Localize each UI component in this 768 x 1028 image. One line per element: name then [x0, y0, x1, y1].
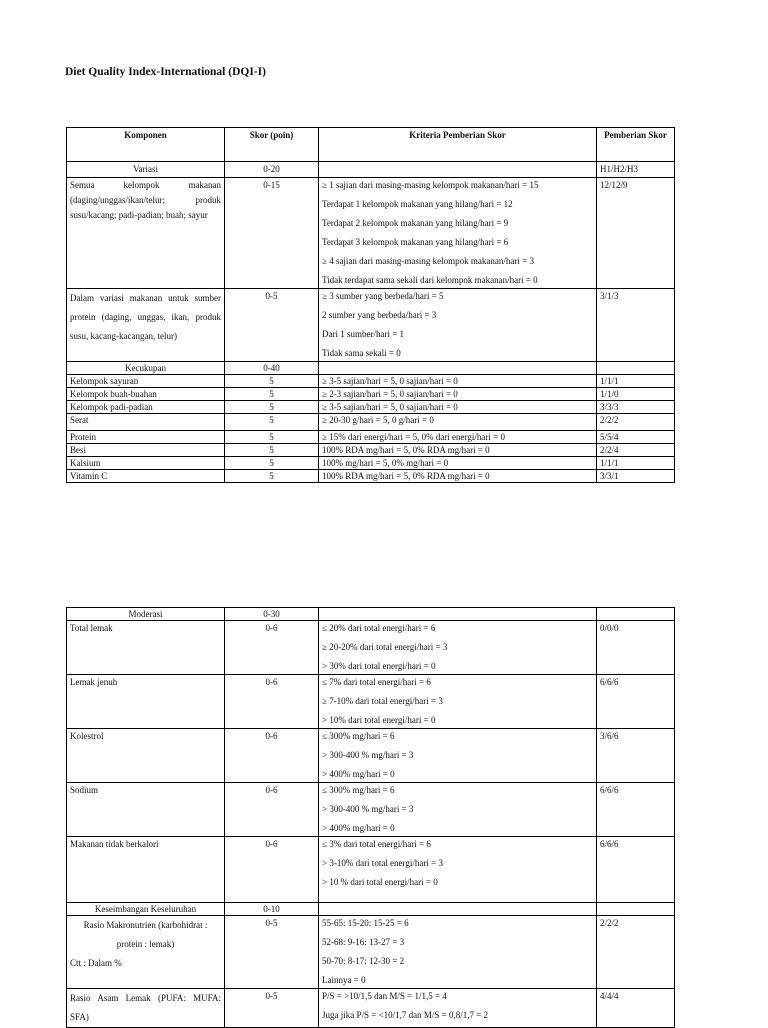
komponen-cell: Semua kelompok makanan (daging/unggas/ikan/telur; produk susu/kacang; padi-padian; buah; sayur — [67, 178, 225, 289]
table-row — [67, 444, 675, 457]
kriteria-cell: 100% RDA mg/hari = 5, 0% RDA mg/hari = 0 — [319, 470, 597, 483]
kriteria-line: ≥ 20-20% dari total energi/hari = 3 — [322, 642, 448, 652]
pemberian-cell: 5/5/4 — [597, 431, 675, 444]
kriteria-line: Terdapat 1 kelompok makanan yang hilang/hari = 12 — [322, 199, 513, 209]
table-row — [67, 178, 675, 289]
komponen-cell: Sodium — [67, 783, 225, 837]
empty-cell — [597, 903, 675, 916]
kriteria-line: ≤ 300% mg/hari = 6 — [322, 785, 395, 795]
komponen-note: Ctt : Dalam % — [70, 958, 122, 968]
skor-cell: 0-6 — [225, 621, 319, 675]
table-row — [67, 401, 675, 414]
komponen-cell: Kolestrol — [67, 729, 225, 783]
kriteria-cell — [319, 289, 597, 362]
section-label: Moderasi — [67, 608, 225, 621]
kriteria-cell: ≥ 15% dari energi/hari = 5, 0% dari energi/hari = 0 — [319, 431, 597, 444]
komponen-cell: Kelompok sayuran — [67, 375, 225, 388]
table-row — [67, 375, 675, 388]
table-row — [67, 414, 675, 431]
table-row — [67, 431, 675, 444]
kriteria-cell — [319, 989, 597, 1028]
skor-cell: 5 — [225, 414, 319, 431]
kriteria-cell: ≥ 2-3 sajian/hari = 5, 0 sajian/hari = 0 — [319, 388, 597, 401]
pemberian-cell: 3/3/1 — [597, 470, 675, 483]
kriteria-line: ≥ 3 sumber yang berbeda/hari = 5 — [322, 291, 444, 301]
kriteria-line: > 30% dari total energi/hari = 0 — [322, 661, 436, 671]
skor-cell: 0-5 — [225, 989, 319, 1028]
skor-cell: 0-5 — [225, 289, 319, 362]
section-row-moderasi — [67, 608, 675, 621]
kriteria-line: > 3-10% dari total energi/hari = 3 — [322, 858, 443, 868]
pemberian-cell: 6/6/6 — [597, 783, 675, 837]
komponen-cell: Besi — [67, 444, 225, 457]
kriteria-line: ≥ 7-10% dari total energi/hari = 3 — [322, 696, 443, 706]
kriteria-cell — [319, 837, 597, 903]
kriteria-line: ≥ 4 sajian dari masing-masing kelompok makanan/hari = 3 — [322, 256, 534, 266]
skor-cell: 5 — [225, 388, 319, 401]
empty-cell — [319, 903, 597, 916]
pemberian-cell: 4/4/4 — [597, 989, 675, 1028]
header-pemberian: Pemberian Skor — [597, 128, 675, 162]
kriteria-line: ≥ 1 sajian dari masing-masing kelompok makanan/hari = 15 — [322, 180, 539, 190]
kriteria-line: Tidak sama sekali = 0 — [322, 348, 401, 358]
kriteria-cell: 100% RDA mg/hari = 5, 0% RDA mg/hari = 0 — [319, 444, 597, 457]
kriteria-line: ≤ 20% dari total energi/hari = 6 — [322, 623, 436, 633]
kriteria-line: 50-70: 8-17: 12-30 = 2 — [322, 956, 405, 966]
komponen-text: Rasio Makronutrien (karbohidrat : protein : lemak) — [83, 920, 208, 949]
empty-cell — [597, 608, 675, 621]
section-score: 0-40 — [225, 362, 319, 375]
kriteria-cell: ≥ 3-5 sajian/hari = 5, 0 sajian/hari = 0 — [319, 375, 597, 388]
pemberian-cell: 3/3/3 — [597, 401, 675, 414]
table-row — [67, 675, 675, 729]
kriteria-line: > 10% dari total energi/hari = 0 — [322, 715, 436, 725]
komponen-cell — [67, 916, 225, 989]
table-row — [67, 470, 675, 483]
kriteria-line: Lainnya = 0 — [322, 975, 366, 985]
table-row — [67, 621, 675, 675]
section-label: Keseimbangan Keseluruhan — [67, 903, 225, 916]
kriteria-line: 55-65: 15-20: 15-25 = 6 — [322, 918, 409, 928]
pemberian-cell: 12/12/9 — [597, 178, 675, 289]
section-score: 0-20 — [225, 162, 319, 178]
pemberian-cell: 6/6/6 — [597, 837, 675, 903]
kriteria-cell: ≥ 3-5 sajian/hari = 5, 0 sajian/hari = 0 — [319, 401, 597, 414]
empty-cell — [319, 608, 597, 621]
section-label: Kecukupan — [67, 362, 225, 375]
empty-cell — [597, 362, 675, 375]
komponen-cell: Lemak jenuh — [67, 675, 225, 729]
komponen-cell: Dalam variasi makanan untuk sumber protein (daging, unggas, ikan, produk susu, kacang-kacangan, telur) — [67, 289, 225, 362]
kriteria-line: P/S = >10/1,5 dan M/S = 1/1,5 = 4 — [322, 991, 447, 1001]
section-pemberian: H1/H2/H3 — [597, 162, 675, 178]
section-score: 0-30 — [225, 608, 319, 621]
table-row — [67, 989, 675, 1028]
komponen-cell: Serat — [67, 414, 225, 431]
section-row-keseimbangan — [67, 903, 675, 916]
header-komponen: Komponen — [67, 128, 225, 162]
kriteria-line: ≤ 300% mg/hari = 6 — [322, 731, 395, 741]
kriteria-line: Tidak terdapat sama sekali dari kelompok makanan/hari = 0 — [322, 275, 538, 285]
table-row — [67, 783, 675, 837]
komponen-cell: Protein — [67, 431, 225, 444]
kriteria-line: 52-68: 9-16: 13-27 = 3 — [322, 937, 405, 947]
kriteria-line: Juga jika P/S = <10/1,7 dan M/S = 0,8/1,7 = 2 — [322, 1010, 489, 1020]
document-title: Diet Quality Index-International (DQI-I) — [65, 66, 266, 78]
table-row — [67, 289, 675, 362]
komponen-cell: Kelompok padi-padian — [67, 401, 225, 414]
kriteria-line: > 300-400 % mg/hari = 3 — [322, 804, 414, 814]
skor-cell: 0-6 — [225, 783, 319, 837]
header-skor: Skor (poin) — [225, 128, 319, 162]
komponen-cell: Makanan tidak berkalori — [67, 837, 225, 903]
pemberian-cell: 6/6/6 — [597, 675, 675, 729]
skor-cell: 5 — [225, 401, 319, 414]
komponen-cell: Kalsium — [67, 457, 225, 470]
kriteria-cell: 100% mg/hari = 5, 0% mg/hari = 0 — [319, 457, 597, 470]
section-row-variasi — [67, 162, 675, 178]
pemberian-cell: 2/2/2 — [597, 414, 675, 431]
pemberian-cell: 2/2/4 — [597, 444, 675, 457]
section-score: 0-10 — [225, 903, 319, 916]
komponen-cell: Rasio Asam Lemak (PUFA: MUFA: SFA) — [67, 989, 225, 1028]
skor-cell: 0-6 — [225, 837, 319, 903]
kriteria-cell — [319, 178, 597, 289]
pemberian-cell: 1/1/0 — [597, 388, 675, 401]
table-row — [67, 457, 675, 470]
skor-cell: 0-6 — [225, 729, 319, 783]
pemberian-cell: 3/1/3 — [597, 289, 675, 362]
kriteria-cell — [319, 916, 597, 989]
pemberian-cell: 0/0/0 — [597, 621, 675, 675]
kriteria-line: > 300-400 % mg/hari = 3 — [322, 750, 414, 760]
komponen-cell: Vitamin C — [67, 470, 225, 483]
komponen-cell: Total lemak — [67, 621, 225, 675]
pemberian-cell: 1/1/1 — [597, 375, 675, 388]
table-row — [67, 837, 675, 903]
section-label: Variasi — [67, 162, 225, 178]
section-row-kecukupan — [67, 362, 675, 375]
pemberian-cell: 2/2/2 — [597, 916, 675, 989]
kriteria-line: > 400% mg/hari = 0 — [322, 769, 395, 779]
table-row — [67, 388, 675, 401]
table-row — [67, 729, 675, 783]
kriteria-line: > 400% mg/hari = 0 — [322, 823, 395, 833]
kriteria-cell — [319, 729, 597, 783]
kriteria-line: Terdapat 3 kelompok makanan yang hilang/hari = 6 — [322, 237, 509, 247]
skor-cell: 0-5 — [225, 916, 319, 989]
kriteria-line: ≤ 7% dari total energi/hari = 6 — [322, 677, 431, 687]
header-row — [67, 128, 675, 162]
skor-cell: 5 — [225, 444, 319, 457]
table-row — [67, 916, 675, 989]
skor-cell: 5 — [225, 431, 319, 444]
pemberian-cell: 1/1/1 — [597, 457, 675, 470]
kriteria-line: Dari 1 sumber/hari = 1 — [322, 329, 405, 339]
kriteria-line: > 10 % dari total energi/hari = 0 — [322, 877, 438, 887]
empty-cell — [319, 162, 597, 178]
skor-cell: 0-15 — [225, 178, 319, 289]
kriteria-line: ≤ 3% dari total energi/hari = 6 — [322, 839, 431, 849]
kriteria-cell — [319, 783, 597, 837]
kriteria-cell: ≥ 20-30 g/hari = 5, 0 g/hari = 0 — [319, 414, 597, 431]
dqi-table-part1 — [66, 127, 675, 483]
kriteria-line: 2 sumber yang berbeda/hari = 3 — [322, 310, 437, 320]
skor-cell: 5 — [225, 470, 319, 483]
kriteria-cell — [319, 621, 597, 675]
skor-cell: 0-6 — [225, 675, 319, 729]
dqi-table-part2 — [66, 607, 675, 1028]
kriteria-line: Terdapat 2 kelompok makanan yang hilang/hari = 9 — [322, 218, 509, 228]
komponen-cell: Kelompok buah-buahan — [67, 388, 225, 401]
skor-cell: 5 — [225, 457, 319, 470]
pemberian-cell: 3/6/6 — [597, 729, 675, 783]
empty-cell — [319, 362, 597, 375]
skor-cell: 5 — [225, 375, 319, 388]
kriteria-cell — [319, 675, 597, 729]
header-kriteria: Kriteria Pemberian Skor — [319, 128, 597, 162]
